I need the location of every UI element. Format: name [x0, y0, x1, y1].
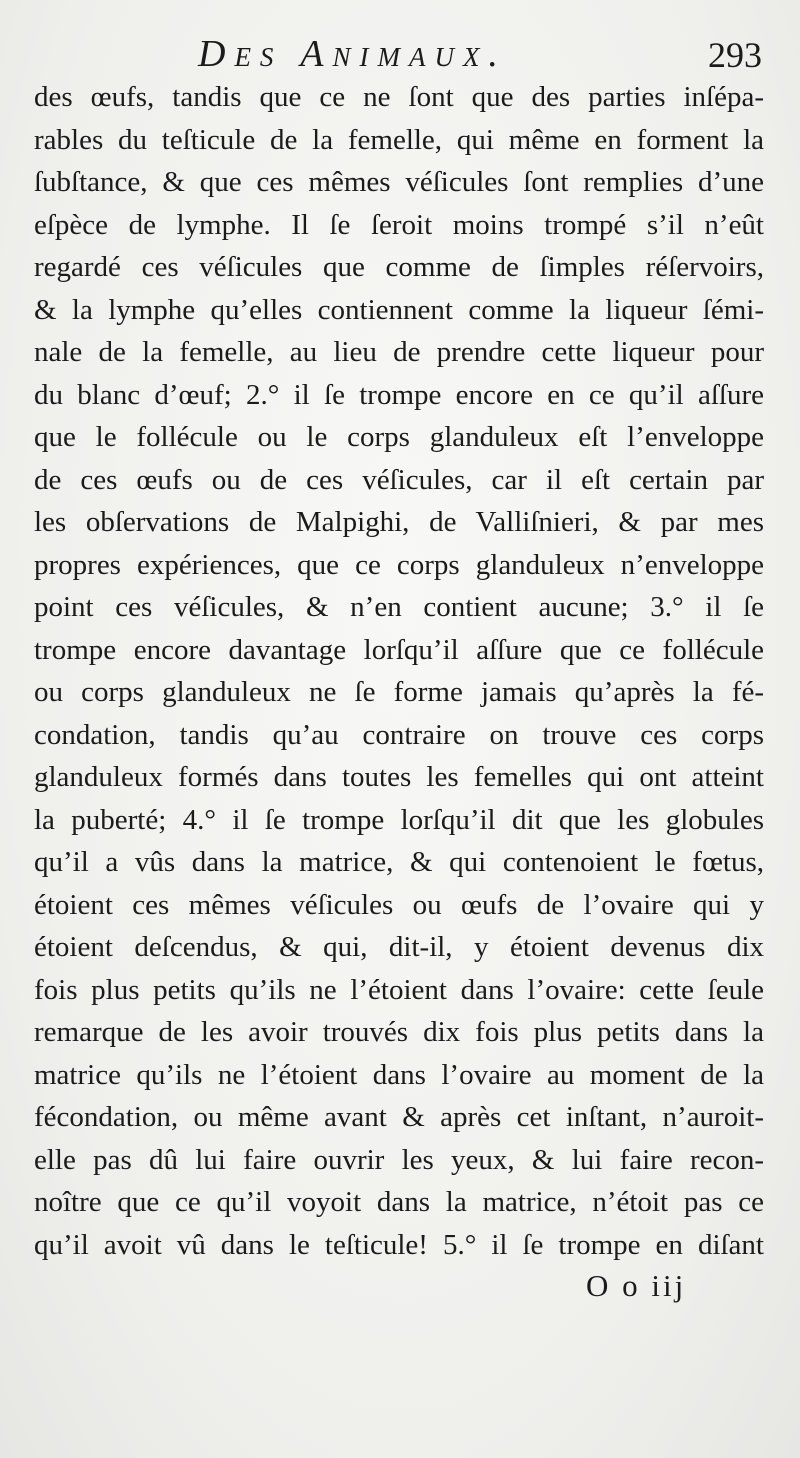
text-line: & la lymphe qu’elles contiennent comme la liqueur ſémi-	[34, 293, 764, 326]
signature-mark: O o iij	[586, 1268, 687, 1303]
page-header	[0, 30, 800, 80]
text-line: noître que ce qu’il voyoit dans la matrice, n’étoit pas ce	[34, 1186, 764, 1218]
text-line: qu’il avoit vû dans le teſticule! 5.° il ſe trompe en diſant	[34, 1228, 764, 1261]
text-line: la puberté; 4.° il ſe trompe lorſqu’il dit que les globules	[34, 803, 764, 836]
text-line: eſpèce de lymphe. Il ſe ſeroit moins trompé s’il n’eût	[34, 208, 764, 241]
text-line: des œufs, tandis que ce ne ſont que des parties inſépa-	[34, 81, 764, 113]
text-line: remarque de les avoir trouvés dix fois plus petits dans la	[34, 1016, 764, 1048]
text-line: étoient deſcendus, & qui, dit-il, y étoient devenus dix	[34, 931, 764, 963]
text-line: ou corps glanduleux ne ſe forme jamais qu’après la fé-	[34, 676, 764, 708]
body-text	[34, 76, 764, 1266]
text-line: qu’il a vûs dans la matrice, & qui contenoient le fœtus,	[34, 846, 764, 878]
text-line: elle pas dû lui faire ouvrir les yeux, & lui faire recon-	[34, 1143, 764, 1176]
text-line: fécondation, ou même avant & après cet inſtant, n’auroit-	[34, 1101, 764, 1133]
text-line: propres expériences, que ce corps glanduleux n’enveloppe	[34, 548, 764, 581]
text-line: les obſervations de Malpighi, de Valliſnieri, & par mes	[34, 506, 764, 538]
running-title: Des Animaux.	[198, 33, 507, 75]
text-line: ſubſtance, & que ces mêmes véſicules ſont remplies d’une	[34, 166, 764, 198]
text-line: nale de la femelle, au lieu de prendre cette liqueur pour	[34, 336, 764, 368]
text-line: étoient ces mêmes véſicules ou œufs de l’ovaire qui y	[34, 888, 764, 921]
text-line: de ces œufs ou de ces véſicules, car il eſt certain par	[34, 463, 764, 496]
text-line: regardé ces véſicules que comme de ſimples réſervoirs,	[34, 251, 764, 283]
text-line: trompe encore davantage lorſqu’il aſſure que ce follécule	[34, 633, 764, 666]
text-line: rables du teſticule de la femelle, qui même en forment la	[34, 123, 764, 156]
text-line: que le follécule ou le corps glanduleux eſt l’enveloppe	[34, 421, 764, 453]
text-line: matrice qu’ils ne l’étoient dans l’ovaire au moment de la	[34, 1058, 764, 1091]
text-line: point ces véſicules, & n’en contient aucune; 3.° il ſe	[34, 591, 764, 623]
text-line: condation, tandis qu’au contraire on trouve ces corps	[34, 718, 764, 751]
text-line: du blanc d’œuf; 2.° il ſe trompe encore en ce qu’il aſſure	[34, 378, 764, 411]
text-line: fois plus petits qu’ils ne l’étoient dans l’ovaire: cette ſeule	[34, 973, 764, 1006]
page-number: 293	[708, 35, 762, 75]
text-line: glanduleux formés dans toutes les femelles qui ont atteint	[34, 761, 764, 793]
